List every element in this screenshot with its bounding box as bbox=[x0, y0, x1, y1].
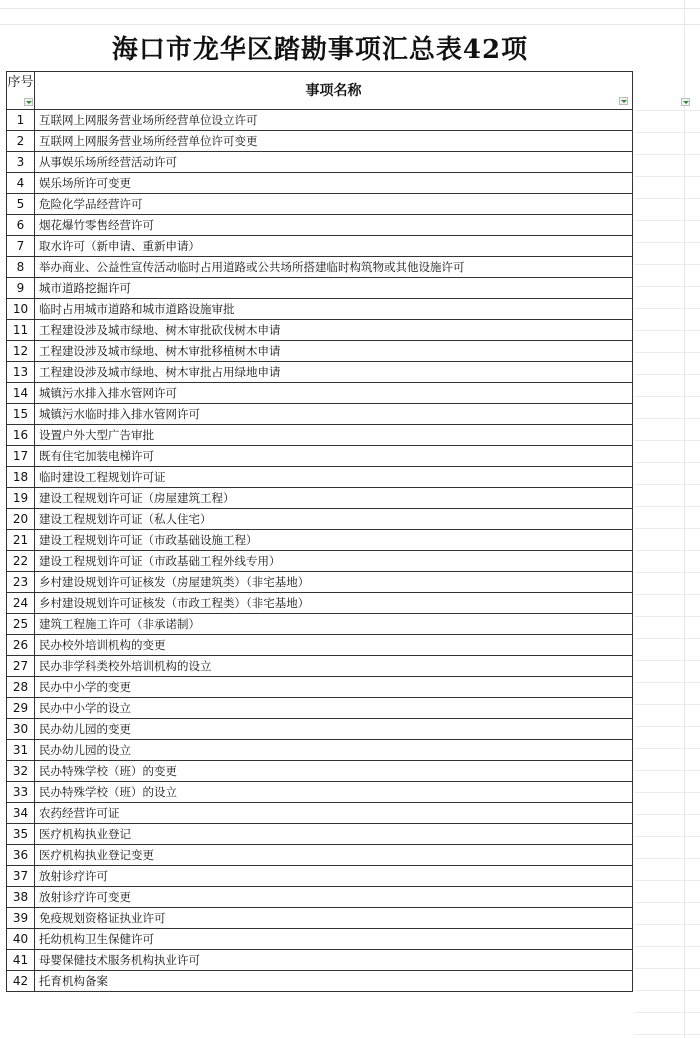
grid-line bbox=[634, 594, 700, 595]
serial-number-cell[interactable]: 30 bbox=[7, 719, 35, 740]
header-serial-cell[interactable] bbox=[7, 72, 35, 110]
serial-number-cell[interactable]: 35 bbox=[7, 824, 35, 845]
grid-line bbox=[634, 242, 700, 243]
serial-number-cell[interactable]: 7 bbox=[7, 236, 35, 257]
table-row bbox=[7, 278, 633, 299]
serial-number-cell[interactable]: 41 bbox=[7, 950, 35, 971]
item-name-cell[interactable]: 危险化学品经营许可 bbox=[35, 194, 633, 215]
serial-number-cell[interactable]: 11 bbox=[7, 320, 35, 341]
serial-number-cell[interactable]: 12 bbox=[7, 341, 35, 362]
item-name-cell[interactable]: 民办幼儿园的设立 bbox=[35, 740, 633, 761]
grid-line bbox=[634, 858, 700, 859]
grid-line bbox=[634, 682, 700, 683]
item-name-cell[interactable]: 建筑工程施工许可（非承诺制） bbox=[35, 614, 633, 635]
table-row bbox=[7, 131, 633, 152]
grid-line bbox=[634, 748, 700, 749]
serial-number-cell[interactable]: 19 bbox=[7, 488, 35, 509]
serial-number-cell[interactable]: 33 bbox=[7, 782, 35, 803]
serial-number-cell[interactable]: 31 bbox=[7, 740, 35, 761]
table-row bbox=[7, 908, 633, 929]
serial-number-cell[interactable]: 20 bbox=[7, 509, 35, 530]
item-name-cell[interactable]: 建设工程规划许可证（房屋建筑工程） bbox=[35, 488, 633, 509]
table-row bbox=[7, 740, 633, 761]
grid-line bbox=[634, 1012, 700, 1013]
table-row bbox=[7, 698, 633, 719]
serial-number-cell[interactable]: 26 bbox=[7, 635, 35, 656]
grid-line bbox=[634, 704, 700, 705]
serial-number-cell[interactable]: 6 bbox=[7, 215, 35, 236]
grid-line bbox=[634, 528, 700, 529]
table-row bbox=[7, 110, 633, 131]
item-name-cell[interactable]: 民办特殊学校（班）的变更 bbox=[35, 761, 633, 782]
table-row bbox=[7, 551, 633, 572]
grid-line bbox=[634, 726, 700, 727]
item-name-cell[interactable]: 民办中小学的设立 bbox=[35, 698, 633, 719]
item-name-cell[interactable]: 城镇污水排入排水管网许可 bbox=[35, 383, 633, 404]
grid-line bbox=[634, 484, 700, 485]
table-row bbox=[7, 362, 633, 383]
table-row bbox=[7, 824, 633, 845]
serial-number-cell[interactable]: 15 bbox=[7, 404, 35, 425]
serial-number-cell[interactable]: 28 bbox=[7, 677, 35, 698]
grid-line bbox=[634, 968, 700, 969]
table-row bbox=[7, 572, 633, 593]
grid-line bbox=[634, 462, 700, 463]
item-name-cell[interactable]: 举办商业、公益性宣传活动临时占用道路或公共场所搭建临时构筑物或其他设施许可 bbox=[35, 257, 633, 278]
item-name-cell[interactable]: 乡村建设规划许可证核发（市政工程类）（非宅基地） bbox=[35, 593, 633, 614]
table-row bbox=[7, 761, 633, 782]
table-row bbox=[7, 782, 633, 803]
table-row bbox=[7, 656, 633, 677]
grid-line bbox=[634, 110, 700, 111]
grid-line bbox=[634, 286, 700, 287]
grid-line bbox=[634, 154, 700, 155]
serial-number-cell[interactable]: 36 bbox=[7, 845, 35, 866]
item-name-cell[interactable]: 工程建设涉及城市绿地、树木审批移植树木申请 bbox=[35, 341, 633, 362]
item-name-cell[interactable]: 工程建设涉及城市绿地、树木审批砍伐树木申请 bbox=[35, 320, 633, 341]
serial-number-cell[interactable]: 13 bbox=[7, 362, 35, 383]
grid-line bbox=[634, 330, 700, 331]
table-row bbox=[7, 236, 633, 257]
filter-dropdown-icon[interactable] bbox=[619, 97, 628, 105]
grid-line bbox=[634, 220, 700, 221]
grid-line bbox=[634, 374, 700, 375]
item-name-cell[interactable]: 建设工程规划许可证（市政基础工程外线专用） bbox=[35, 551, 633, 572]
table-row bbox=[7, 320, 633, 341]
table-row bbox=[7, 215, 633, 236]
item-name-cell[interactable]: 民办幼儿园的变更 bbox=[35, 719, 633, 740]
item-name-cell[interactable]: 临时建设工程规划许可证 bbox=[35, 467, 633, 488]
item-name-cell[interactable]: 城市道路挖掘许可 bbox=[35, 278, 633, 299]
table-row bbox=[7, 971, 633, 992]
table-row bbox=[7, 446, 633, 467]
table-title: 海口市龙华区踏勘事项汇总表42项 bbox=[111, 35, 529, 65]
serial-number-cell[interactable]: 29 bbox=[7, 698, 35, 719]
grid-line bbox=[634, 550, 700, 551]
serial-number-cell[interactable]: 9 bbox=[7, 278, 35, 299]
item-name-cell[interactable]: 取水许可（新申请、重新申请） bbox=[35, 236, 633, 257]
table-row bbox=[7, 488, 633, 509]
serial-number-cell[interactable]: 37 bbox=[7, 866, 35, 887]
table-row bbox=[7, 887, 633, 908]
item-name-cell[interactable]: 民办校外培训机构的变更 bbox=[35, 635, 633, 656]
grid-line bbox=[634, 836, 700, 837]
serial-number-cell[interactable]: 23 bbox=[7, 572, 35, 593]
filter-dropdown-icon[interactable] bbox=[24, 98, 33, 106]
grid-line bbox=[634, 132, 700, 133]
table-row bbox=[7, 929, 633, 950]
item-name-cell[interactable]: 从事娱乐场所经营活动许可 bbox=[35, 152, 633, 173]
serial-number-cell[interactable]: 5 bbox=[7, 194, 35, 215]
serial-number-cell[interactable]: 18 bbox=[7, 467, 35, 488]
grid-line bbox=[634, 880, 700, 881]
grid-line bbox=[634, 660, 700, 661]
grid-line bbox=[634, 176, 700, 177]
table-row bbox=[7, 614, 633, 635]
table-row bbox=[7, 257, 633, 278]
header-name-label: 事项名称 bbox=[305, 83, 362, 99]
serial-number-cell[interactable]: 40 bbox=[7, 929, 35, 950]
item-name-cell[interactable]: 临时占用城市道路和城市道路设施审批 bbox=[35, 299, 633, 320]
item-name-cell[interactable]: 民办特殊学校（班）的设立 bbox=[35, 782, 633, 803]
grid-line bbox=[0, 24, 700, 25]
grid-line bbox=[634, 638, 700, 639]
table-row bbox=[7, 530, 633, 551]
table-row bbox=[7, 866, 633, 887]
item-name-cell[interactable]: 互联网上网服务营业场所经营单位许可变更 bbox=[35, 131, 633, 152]
grid-line bbox=[634, 198, 700, 199]
grid-line bbox=[634, 946, 700, 947]
table-row bbox=[7, 467, 633, 488]
header-name-cell[interactable] bbox=[35, 72, 633, 110]
item-name-cell[interactable]: 免疫规划资格证执业许可 bbox=[35, 908, 633, 929]
item-name-cell[interactable]: 母婴保健技术服务机构执业许可 bbox=[35, 950, 633, 971]
grid-line bbox=[634, 902, 700, 903]
grid-line bbox=[634, 616, 700, 617]
grid-line bbox=[634, 792, 700, 793]
grid-line bbox=[634, 1034, 700, 1035]
grid-line bbox=[634, 264, 700, 265]
empty-column[interactable] bbox=[634, 0, 685, 1038]
table-row bbox=[7, 425, 633, 446]
grid-line bbox=[634, 814, 700, 815]
item-name-cell[interactable]: 民办非学科类校外培训机构的设立 bbox=[35, 656, 633, 677]
grid-line bbox=[634, 506, 700, 507]
table-row bbox=[7, 404, 633, 425]
serial-number-cell[interactable]: 3 bbox=[7, 152, 35, 173]
serial-number-cell[interactable]: 17 bbox=[7, 446, 35, 467]
table-row bbox=[7, 950, 633, 971]
header-serial-label: 序号 bbox=[7, 75, 34, 90]
table-row bbox=[7, 803, 633, 824]
item-name-cell[interactable]: 医疗机构执业登记 bbox=[35, 824, 633, 845]
serial-number-cell[interactable]: 21 bbox=[7, 530, 35, 551]
item-name-cell[interactable]: 民办中小学的变更 bbox=[35, 677, 633, 698]
item-name-cell[interactable]: 既有住宅加装电梯许可 bbox=[35, 446, 633, 467]
serial-number-cell[interactable]: 42 bbox=[7, 971, 35, 992]
grid-line bbox=[634, 418, 700, 419]
table-header-row bbox=[7, 72, 633, 110]
grid-line bbox=[634, 352, 700, 353]
table-row bbox=[7, 152, 633, 173]
grid-line bbox=[634, 572, 700, 573]
table-body bbox=[7, 110, 633, 992]
item-name-cell[interactable]: 农药经营许可证 bbox=[35, 803, 633, 824]
serial-number-cell[interactable]: 38 bbox=[7, 887, 35, 908]
table-row bbox=[7, 509, 633, 530]
table-row bbox=[7, 194, 633, 215]
item-name-cell[interactable]: 烟花爆竹零售经营许可 bbox=[35, 215, 633, 236]
table-row bbox=[7, 635, 633, 656]
data-table bbox=[6, 71, 633, 992]
serial-number-cell[interactable]: 32 bbox=[7, 761, 35, 782]
serial-number-cell[interactable]: 27 bbox=[7, 656, 35, 677]
grid-line bbox=[634, 770, 700, 771]
serial-number-cell[interactable]: 24 bbox=[7, 593, 35, 614]
item-name-cell[interactable]: 互联网上网服务营业场所经营单位设立许可 bbox=[35, 110, 633, 131]
serial-number-cell[interactable]: 22 bbox=[7, 551, 35, 572]
empty-column[interactable] bbox=[684, 0, 700, 1038]
item-name-cell[interactable]: 乡村建设规划许可证核发（房屋建筑类）（非宅基地） bbox=[35, 572, 633, 593]
grid-line bbox=[634, 440, 700, 441]
grid-line bbox=[0, 8, 700, 9]
item-name-cell[interactable]: 托幼机构卫生保健许可 bbox=[35, 929, 633, 950]
serial-number-cell[interactable]: 39 bbox=[7, 908, 35, 929]
table-row bbox=[7, 677, 633, 698]
item-name-cell[interactable]: 放射诊疗许可变更 bbox=[35, 887, 633, 908]
item-name-cell[interactable]: 工程建设涉及城市绿地、树木审批占用绿地申请 bbox=[35, 362, 633, 383]
table-row bbox=[7, 299, 633, 320]
serial-number-cell[interactable]: 1 bbox=[7, 110, 35, 131]
table-row bbox=[7, 845, 633, 866]
serial-number-cell[interactable]: 14 bbox=[7, 383, 35, 404]
item-name-cell[interactable]: 城镇污水临时排入排水管网许可 bbox=[35, 404, 633, 425]
serial-number-cell[interactable]: 10 bbox=[7, 299, 35, 320]
table-row bbox=[7, 341, 633, 362]
grid-line bbox=[634, 924, 700, 925]
item-name-cell[interactable]: 建设工程规划许可证（私人住宅） bbox=[35, 509, 633, 530]
item-name-cell[interactable]: 娱乐场所许可变更 bbox=[35, 173, 633, 194]
grid-line bbox=[634, 396, 700, 397]
item-name-cell[interactable]: 设置户外大型广告审批 bbox=[35, 425, 633, 446]
serial-number-cell[interactable]: 16 bbox=[7, 425, 35, 446]
grid-line bbox=[634, 990, 700, 991]
serial-number-cell[interactable]: 25 bbox=[7, 614, 35, 635]
item-name-cell[interactable]: 建设工程规划许可证（市政基础设施工程） bbox=[35, 530, 633, 551]
table-row bbox=[7, 719, 633, 740]
item-name-cell[interactable]: 医疗机构执业登记变更 bbox=[35, 845, 633, 866]
grid-line bbox=[634, 308, 700, 309]
serial-number-cell[interactable]: 8 bbox=[7, 257, 35, 278]
table-row bbox=[7, 173, 633, 194]
serial-number-cell[interactable]: 2 bbox=[7, 131, 35, 152]
serial-number-cell[interactable]: 34 bbox=[7, 803, 35, 824]
filter-dropdown-icon[interactable] bbox=[681, 98, 690, 106]
table-row bbox=[7, 383, 633, 404]
item-name-cell[interactable]: 放射诊疗许可 bbox=[35, 866, 633, 887]
item-name-cell[interactable]: 托育机构备案 bbox=[35, 971, 633, 992]
serial-number-cell[interactable]: 4 bbox=[7, 173, 35, 194]
table-row bbox=[7, 593, 633, 614]
